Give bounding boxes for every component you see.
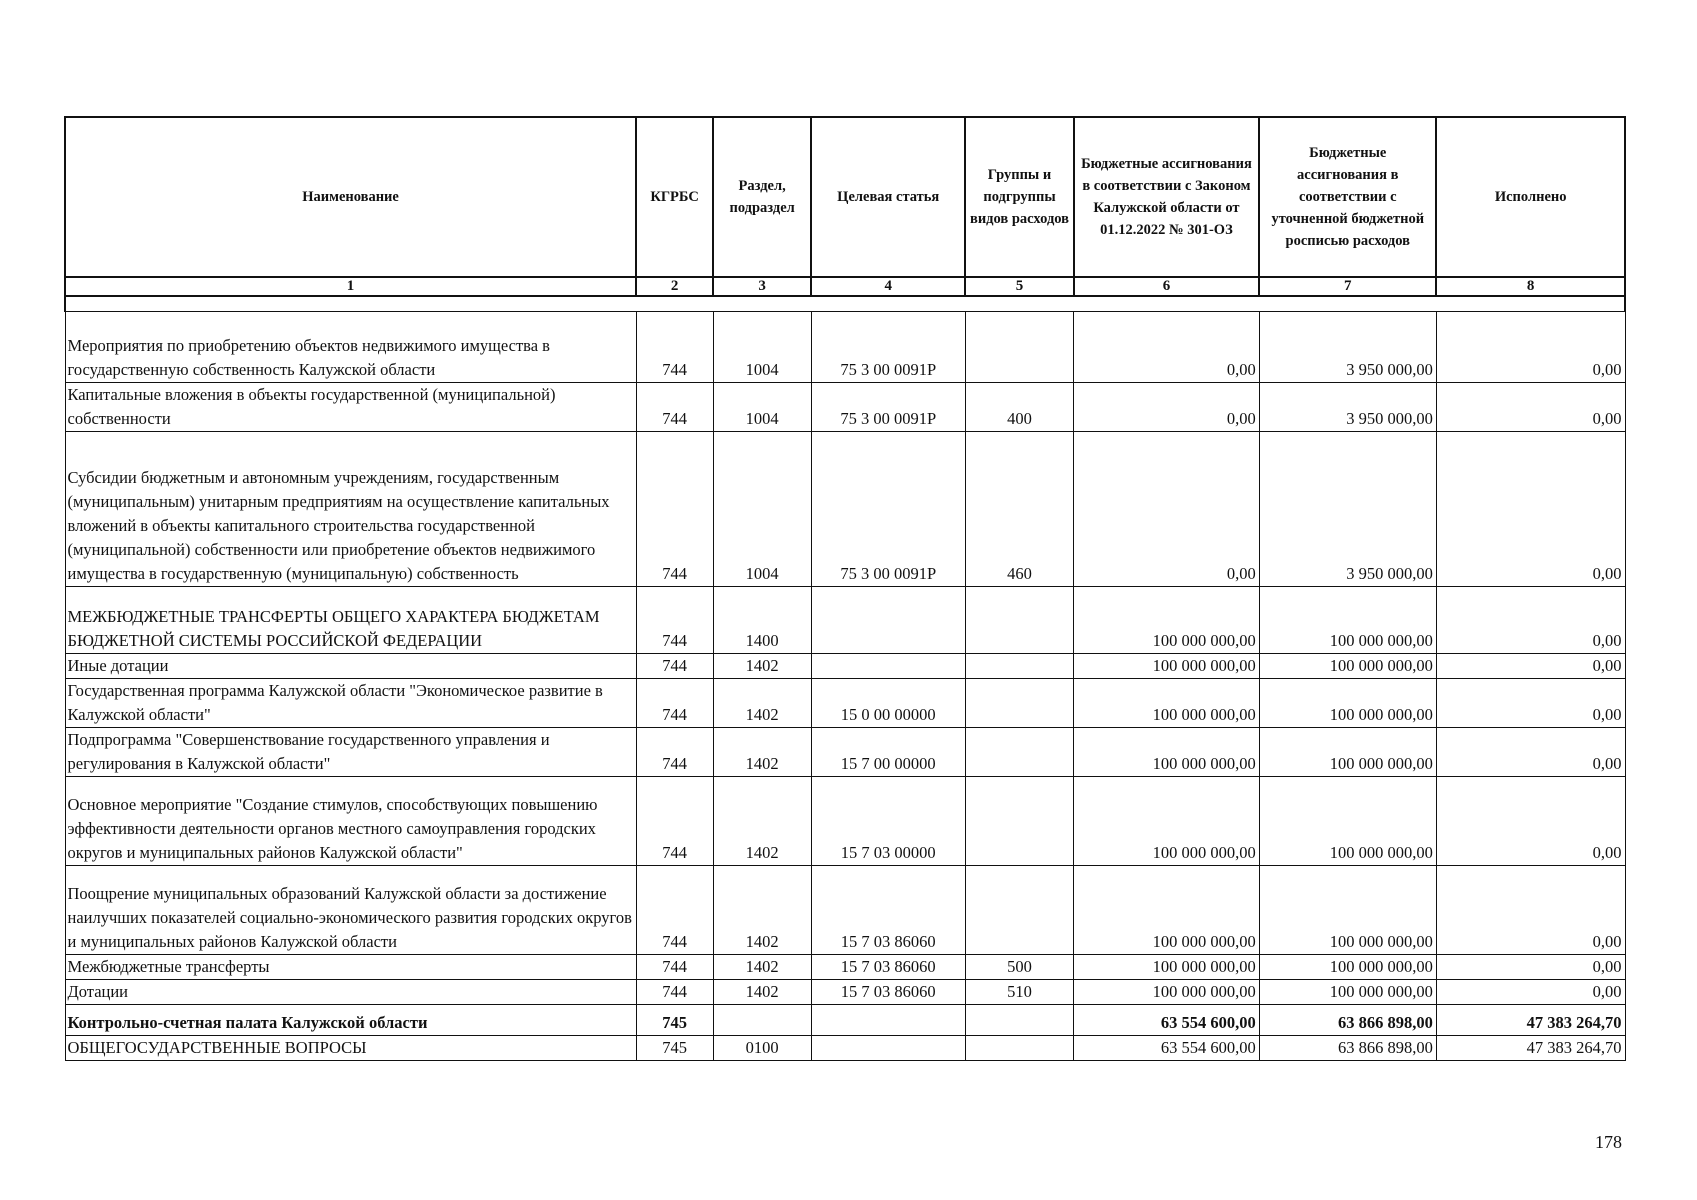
cell-refined: 3 950 000,00 <box>1259 312 1436 383</box>
cell-refined: 100 000 000,00 <box>1259 980 1436 1005</box>
column-number: 1 <box>65 277 636 296</box>
table-row <box>65 1036 1625 1061</box>
cell-target: 15 7 03 86060 <box>811 955 965 980</box>
cell-refined: 100 000 000,00 <box>1259 654 1436 679</box>
cell-name: Иные дотации <box>65 654 636 679</box>
cell-name: Поощрение муниципальных образований Калужской области за достижение наилучших показателей социально-экономического развития городских округов и муниципальных районов Калужской области <box>65 866 636 955</box>
table-row <box>65 679 1625 728</box>
cell-refined: 100 000 000,00 <box>1259 587 1436 654</box>
cell-refined: 3 950 000,00 <box>1259 432 1436 587</box>
cell-refined: 100 000 000,00 <box>1259 955 1436 980</box>
cell-kgrbs: 745 <box>636 1036 713 1061</box>
cell-law: 100 000 000,00 <box>1074 980 1259 1005</box>
cell-kgrbs: 745 <box>636 1005 713 1036</box>
cell-law: 100 000 000,00 <box>1074 587 1259 654</box>
page-number: 178 <box>1595 1132 1622 1152</box>
column-number: 2 <box>636 277 713 296</box>
cell-group <box>965 654 1073 679</box>
table-row <box>65 312 1625 383</box>
column-number: 5 <box>965 277 1073 296</box>
cell-executed: 0,00 <box>1436 955 1625 980</box>
cell-name: Капитальные вложения в объекты государственной (муниципальной) собственности <box>65 383 636 432</box>
cell-name: Государственная программа Калужской области "Экономическое развитие в Калужской области" <box>65 679 636 728</box>
cell-name: Субсидии бюджетным и автономным учреждениям, государственным (муниципальным) унитарным предприятиям на осуществление капитальных вложений в объекты капитального строительства государственной (муниципальной) собственности или приобретение объектов недвижимого имущества в государственную (муниципальную) собственность <box>65 432 636 587</box>
cell-group <box>965 1005 1073 1036</box>
cell-executed: 0,00 <box>1436 777 1625 866</box>
cell-refined: 100 000 000,00 <box>1259 679 1436 728</box>
table-row <box>65 383 1625 432</box>
header-law: Бюджетные ассигнования в соответствии с Законом Калужской области от 01.12.2022 № 301-ОЗ <box>1074 117 1259 277</box>
cell-executed: 47 383 264,70 <box>1436 1036 1625 1061</box>
cell-target: 15 7 00 00000 <box>811 728 965 777</box>
table-row <box>65 587 1625 654</box>
cell-kgrbs: 744 <box>636 980 713 1005</box>
cell-kgrbs: 744 <box>636 679 713 728</box>
cell-name: Дотации <box>65 980 636 1005</box>
cell-executed: 0,00 <box>1436 312 1625 383</box>
cell-section: 1402 <box>713 654 811 679</box>
cell-target: 15 7 03 86060 <box>811 866 965 955</box>
cell-group <box>965 587 1073 654</box>
cell-refined: 100 000 000,00 <box>1259 777 1436 866</box>
cell-section: 1402 <box>713 955 811 980</box>
cell-executed: 0,00 <box>1436 432 1625 587</box>
spacer-row <box>65 296 1625 312</box>
cell-target: 75 3 00 0091Р <box>811 432 965 587</box>
cell-refined: 3 950 000,00 <box>1259 383 1436 432</box>
cell-law: 100 000 000,00 <box>1074 866 1259 955</box>
table-row <box>65 1005 1625 1036</box>
cell-group <box>965 777 1073 866</box>
table-row <box>65 980 1625 1005</box>
cell-group <box>965 1036 1073 1061</box>
header-section: Раздел, подраздел <box>713 117 811 277</box>
column-number: 3 <box>713 277 811 296</box>
cell-kgrbs: 744 <box>636 312 713 383</box>
cell-section: 1004 <box>713 432 811 587</box>
cell-group: 510 <box>965 980 1073 1005</box>
cell-target: 75 3 00 0091Р <box>811 383 965 432</box>
cell-section: 1402 <box>713 980 811 1005</box>
table-row <box>65 432 1625 587</box>
table-row <box>65 654 1625 679</box>
header-kgrbs: КГРБС <box>636 117 713 277</box>
cell-executed: 0,00 <box>1436 383 1625 432</box>
cell-kgrbs: 744 <box>636 777 713 866</box>
cell-section: 1400 <box>713 587 811 654</box>
cell-executed: 0,00 <box>1436 728 1625 777</box>
cell-section: 1004 <box>713 383 811 432</box>
cell-section: 1402 <box>713 679 811 728</box>
cell-executed: 0,00 <box>1436 980 1625 1005</box>
header-refined: Бюджетные ассигнования в соответствии с уточненной бюджетной росписью расходов <box>1259 117 1436 277</box>
column-number: 6 <box>1074 277 1259 296</box>
cell-name: ОБЩЕГОСУДАРСТВЕННЫЕ ВОПРОСЫ <box>65 1036 636 1061</box>
table-header-row <box>65 117 1625 277</box>
cell-executed: 0,00 <box>1436 654 1625 679</box>
table-row <box>65 728 1625 777</box>
cell-law: 63 554 600,00 <box>1074 1036 1259 1061</box>
cell-law: 0,00 <box>1074 432 1259 587</box>
cell-group <box>965 728 1073 777</box>
cell-law: 0,00 <box>1074 312 1259 383</box>
cell-group <box>965 679 1073 728</box>
column-number: 7 <box>1259 277 1436 296</box>
cell-section <box>713 1005 811 1036</box>
cell-group <box>965 866 1073 955</box>
cell-target <box>811 1036 965 1061</box>
cell-law: 100 000 000,00 <box>1074 728 1259 777</box>
column-number: 4 <box>811 277 965 296</box>
cell-kgrbs: 744 <box>636 955 713 980</box>
cell-refined: 100 000 000,00 <box>1259 728 1436 777</box>
column-number: 8 <box>1436 277 1625 296</box>
cell-executed: 0,00 <box>1436 587 1625 654</box>
cell-section: 1402 <box>713 777 811 866</box>
cell-section: 1402 <box>713 728 811 777</box>
cell-name: Подпрограмма "Совершенствование государственного управления и регулирования в Калужской области" <box>65 728 636 777</box>
cell-target <box>811 1005 965 1036</box>
budget-execution-table <box>64 116 1626 1061</box>
cell-kgrbs: 744 <box>636 587 713 654</box>
header-target: Целевая статья <box>811 117 965 277</box>
table-body <box>65 296 1625 1061</box>
cell-refined: 63 866 898,00 <box>1259 1036 1436 1061</box>
cell-refined: 100 000 000,00 <box>1259 866 1436 955</box>
cell-group <box>965 312 1073 383</box>
cell-law: 100 000 000,00 <box>1074 654 1259 679</box>
table-row <box>65 866 1625 955</box>
cell-executed: 0,00 <box>1436 679 1625 728</box>
cell-law: 100 000 000,00 <box>1074 679 1259 728</box>
cell-law: 100 000 000,00 <box>1074 955 1259 980</box>
cell-group: 460 <box>965 432 1073 587</box>
column-number-row <box>65 277 1625 296</box>
cell-target: 15 7 03 00000 <box>811 777 965 866</box>
cell-kgrbs: 744 <box>636 654 713 679</box>
cell-executed: 47 383 264,70 <box>1436 1005 1625 1036</box>
cell-kgrbs: 744 <box>636 383 713 432</box>
header-name: Наименование <box>65 117 636 277</box>
cell-name: Основное мероприятие "Создание стимулов, способствующих повышению эффективности деятельности органов местного самоуправления городских округов и муниципальных районов Калужской области" <box>65 777 636 866</box>
cell-kgrbs: 744 <box>636 866 713 955</box>
header-group: Группы и подгруппы видов расходов <box>965 117 1073 277</box>
cell-name: МЕЖБЮДЖЕТНЫЕ ТРАНСФЕРТЫ ОБЩЕГО ХАРАКТЕРА БЮДЖЕТАМ БЮДЖЕТНОЙ СИСТЕМЫ РОССИЙСКОЙ ФЕДЕРАЦИИ <box>65 587 636 654</box>
cell-section: 0100 <box>713 1036 811 1061</box>
cell-kgrbs: 744 <box>636 728 713 777</box>
cell-target <box>811 587 965 654</box>
cell-name: Мероприятия по приобретению объектов недвижимого имущества в государственную собственность Калужской области <box>65 312 636 383</box>
budget-table-container <box>64 116 1626 1061</box>
cell-law: 0,00 <box>1074 383 1259 432</box>
cell-law: 100 000 000,00 <box>1074 777 1259 866</box>
cell-refined: 63 866 898,00 <box>1259 1005 1436 1036</box>
cell-section: 1402 <box>713 866 811 955</box>
cell-group: 500 <box>965 955 1073 980</box>
cell-target <box>811 654 965 679</box>
cell-target: 15 0 00 00000 <box>811 679 965 728</box>
cell-section: 1004 <box>713 312 811 383</box>
table-row <box>65 777 1625 866</box>
spacer-cell <box>65 296 1625 312</box>
table-row <box>65 955 1625 980</box>
cell-name: Межбюджетные трансферты <box>65 955 636 980</box>
cell-law: 63 554 600,00 <box>1074 1005 1259 1036</box>
cell-target: 75 3 00 0091Р <box>811 312 965 383</box>
header-executed: Исполнено <box>1436 117 1625 277</box>
cell-name: Контрольно-счетная палата Калужской области <box>65 1005 636 1036</box>
cell-group: 400 <box>965 383 1073 432</box>
cell-target: 15 7 03 86060 <box>811 980 965 1005</box>
cell-kgrbs: 744 <box>636 432 713 587</box>
cell-executed: 0,00 <box>1436 866 1625 955</box>
